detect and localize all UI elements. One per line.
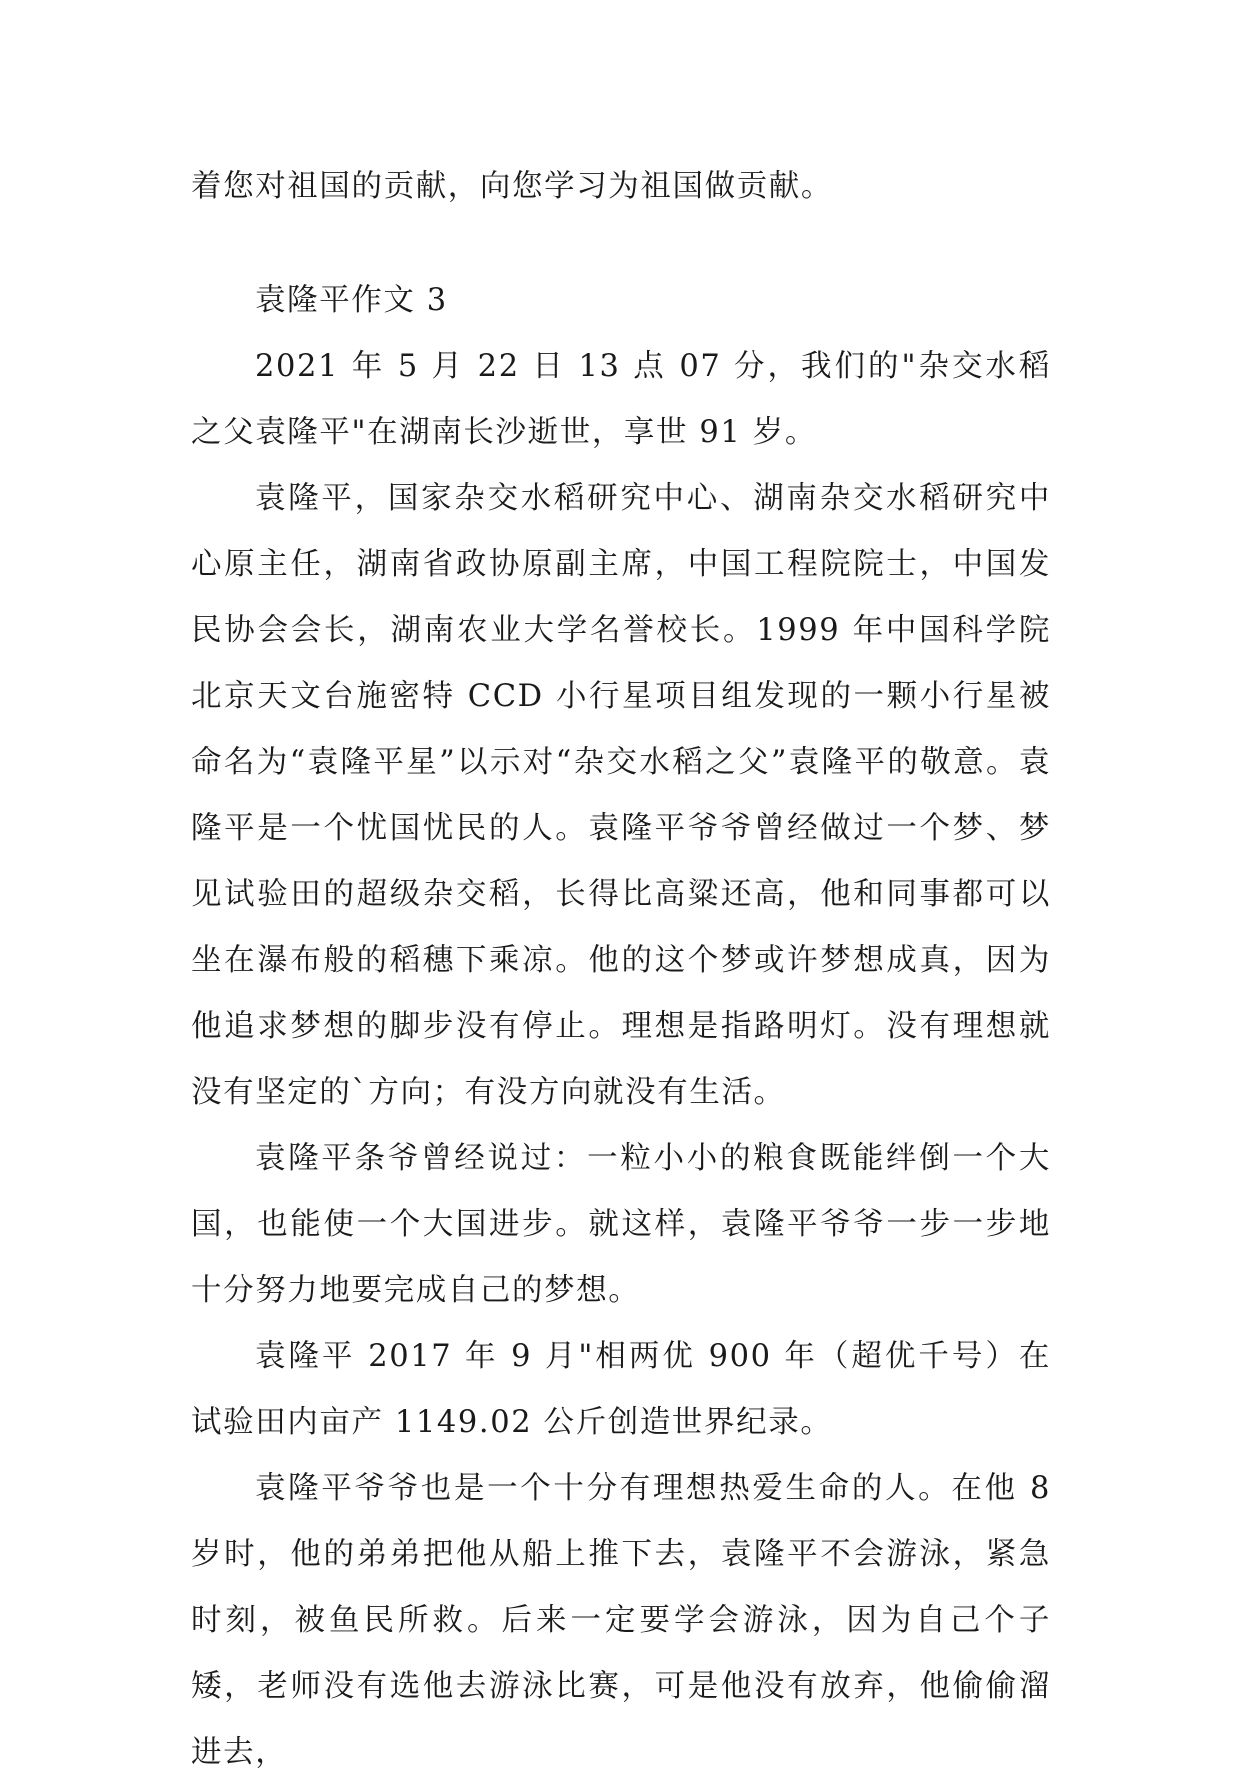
paragraph-1: 2021 年 5 月 22 日 13 点 07 分，我们的"杂交水稻之父袁隆平"在湖南长沙逝世，享世 91 岁。 xyxy=(191,349,1051,450)
paragraph-4: 袁隆平 2017 年 9 月"相两优 900 年（超优千号）在试验田内亩产 1149.02 公斤创造世界纪录。 xyxy=(191,1339,1051,1440)
paragraph-5: 袁隆平爷爷也是一个十分有理想热爱生命的人。在他 8 岁时，他的弟弟把他从船上推下去，袁隆平不会游泳，紧急时刻，被鱼民所救。后来一定要学会游泳，因为自己个子矮，老师没有选他去游泳比赛，可是他没有放弃，他偷偷溜进去， xyxy=(191,1471,1051,1770)
carryover-paragraph: 着您对祖国的贡献，向您学习为祖国做贡献。 xyxy=(191,169,833,204)
essay-body xyxy=(191,268,1051,1786)
paragraph-2: 袁隆平，国家杂交水稻研究中心、湖南杂交水稻研究中心原主任，湖南省政协原副主席，中国工程院院士，中国发民协会会长，湖南农业大学名誉校长。1999 年中国科学院北京天文台施密特 CCD 小行星项目组发现的一颗小行星被命名为“袁隆平星”以示对“杂交水稻之父”袁隆平的敬意。袁隆平是一个忧国忧民的人。袁隆平爷爷曾经做过一个梦、梦见试验田的超级杂交稻，长得比高粱还高，他和同事都可以坐在瀑布般的稻穗下乘凉。他的这个梦或许梦想成真，因为他追求梦想的脚步没有停止。理想是指路明灯。没有理想就没有坚定的`方向；有没方向就没有生活。 xyxy=(191,481,1051,1110)
paragraph-3: 袁隆平条爷曾经说过：一粒小小的粮食既能绊倒一个大国，也能使一个大国进步。就这样，袁隆平爷爷一步一步地十分努力地要完成自己的梦想。 xyxy=(191,1141,1051,1308)
carryover-text-block xyxy=(191,154,1051,220)
section-title: 袁隆平作文 3 xyxy=(255,283,448,318)
